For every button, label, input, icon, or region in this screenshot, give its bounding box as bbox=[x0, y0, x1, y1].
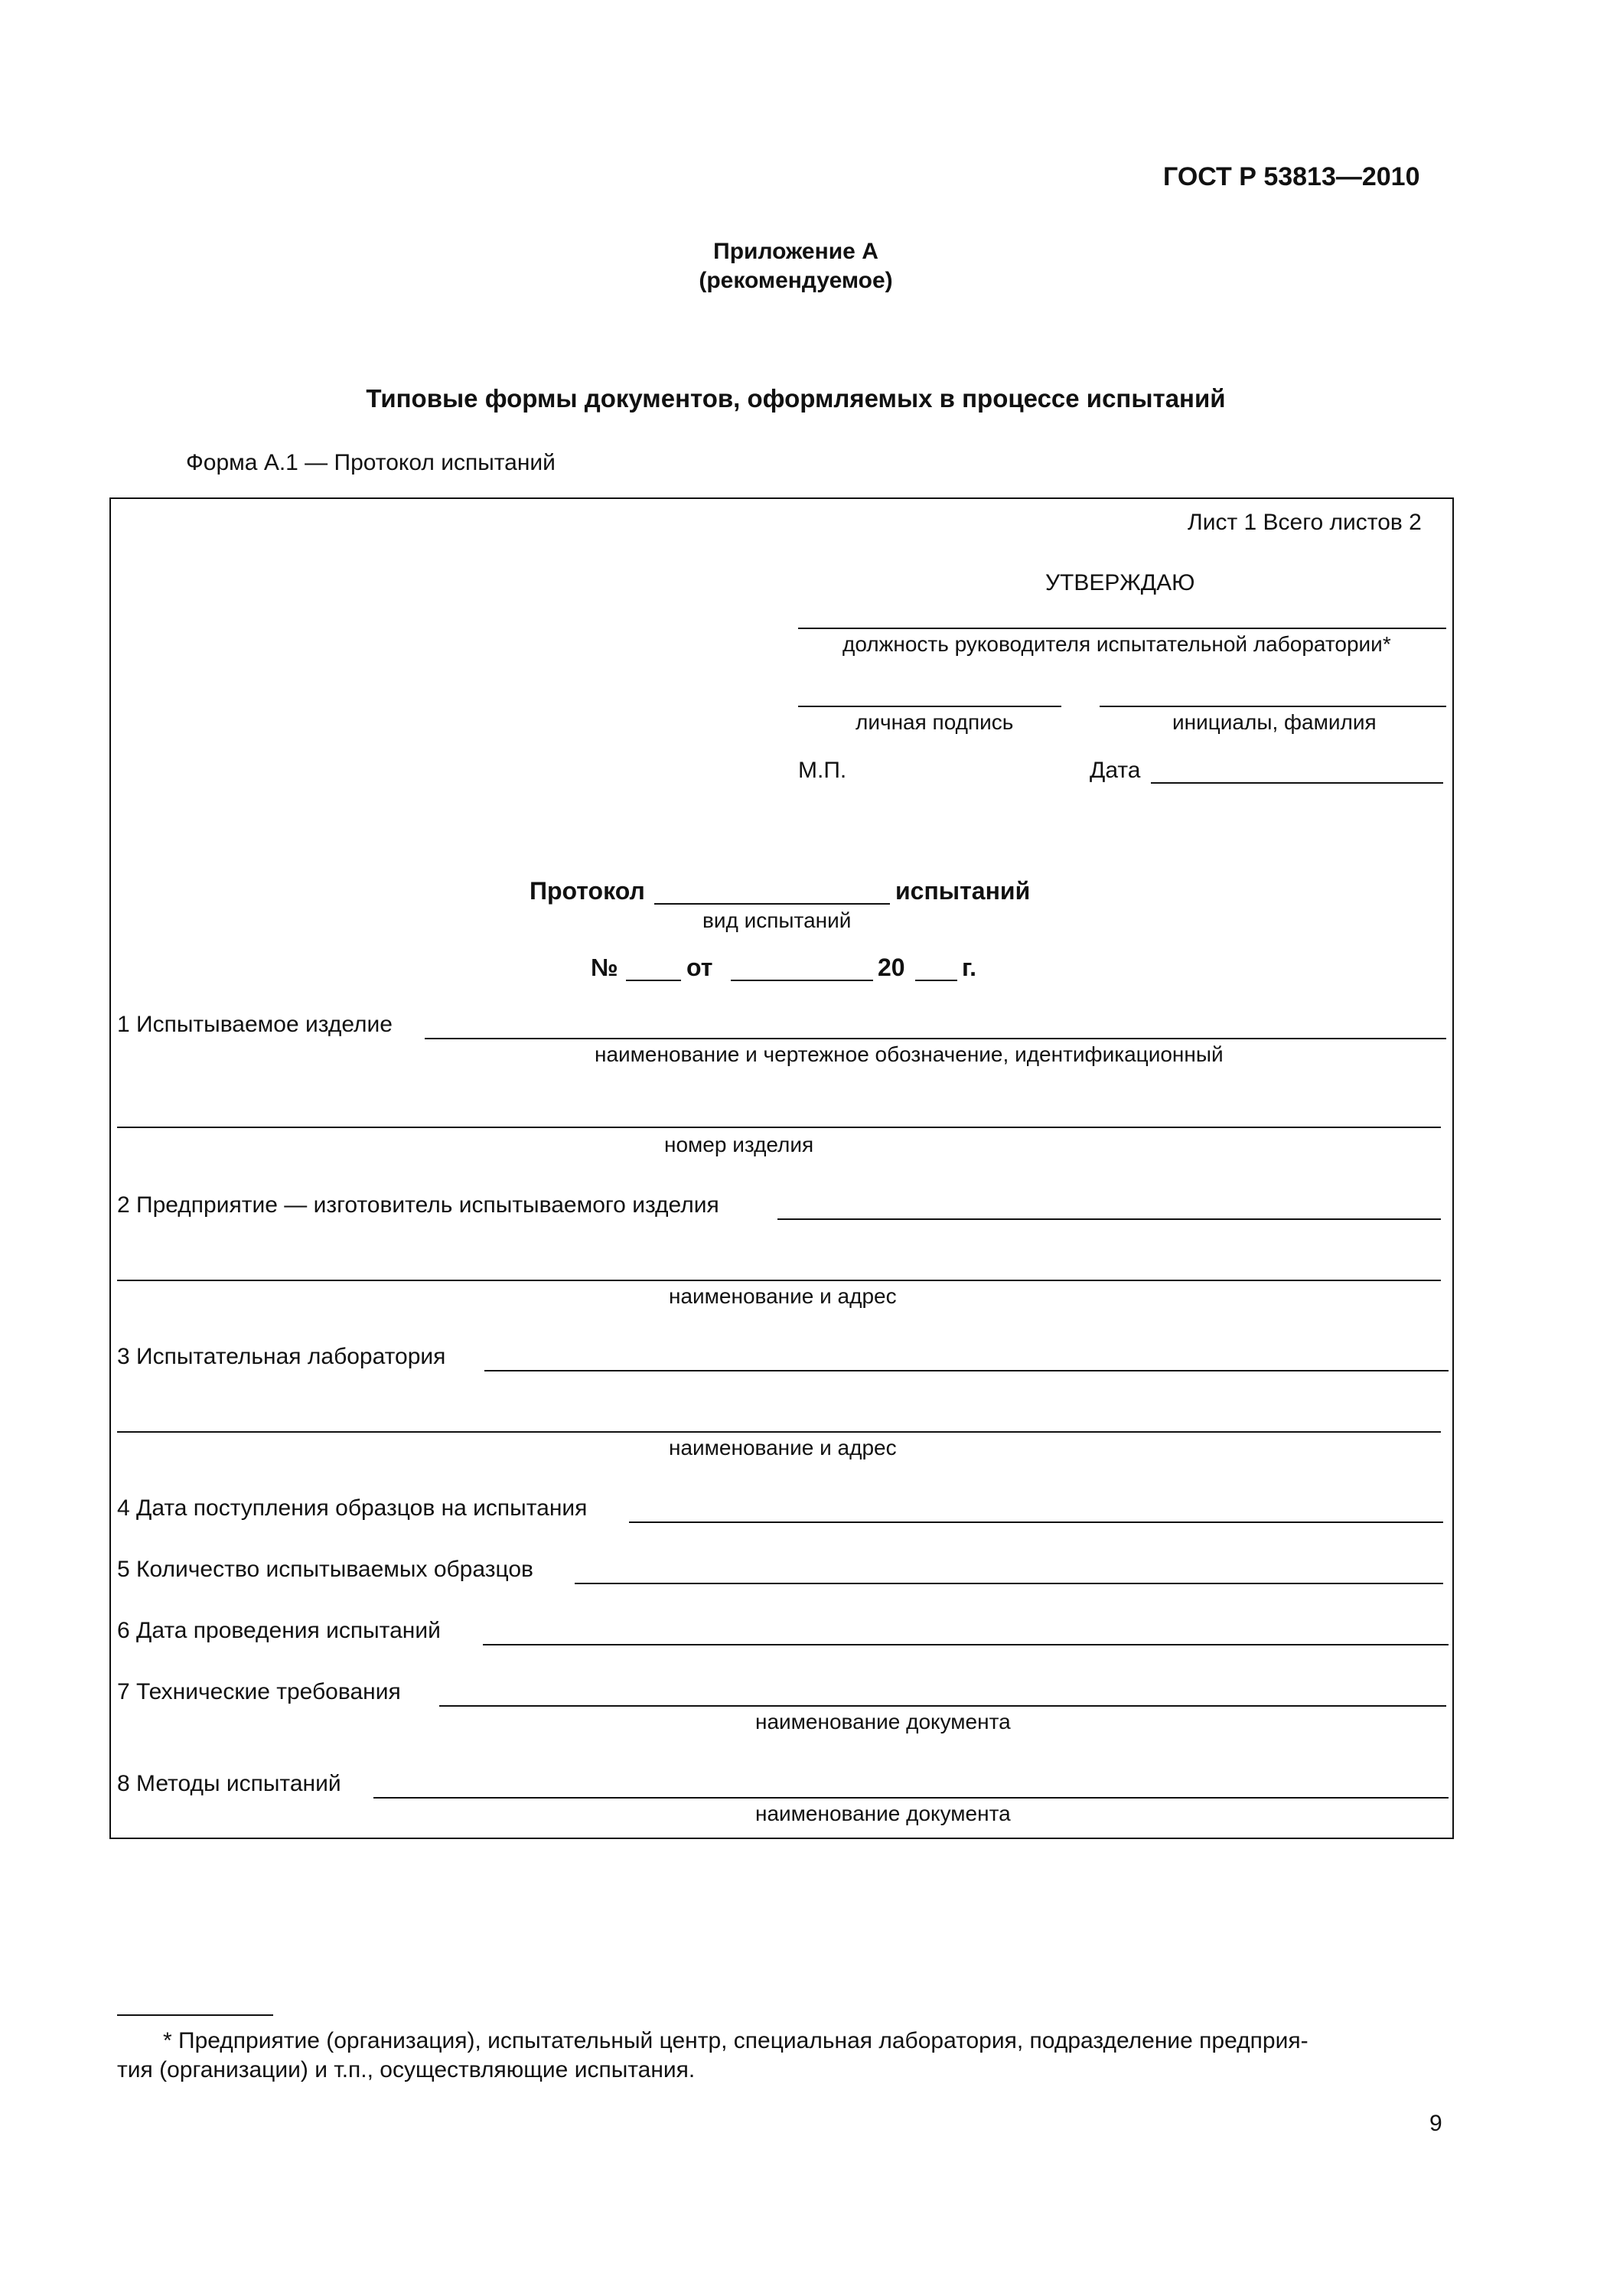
protocol-suffix: испытаний bbox=[895, 877, 1031, 905]
item-1-caption: наименование и чертежное обозначение, идентификационный bbox=[595, 1042, 1224, 1066]
item-7-caption: наименование документа bbox=[755, 1710, 1011, 1733]
form-caption: Форма А.1 — Протокол испытаний bbox=[186, 450, 556, 475]
protocol-label: Протокол bbox=[530, 877, 645, 905]
section-title: Типовые формы документов, оформляемых в процессе испытаний bbox=[366, 384, 1226, 413]
item-3-label: 3 Испытательная лаборатория bbox=[117, 1344, 446, 1369]
item-4-label: 4 Дата поступления образцов на испытания bbox=[117, 1495, 588, 1521]
footnote-line-2: тия (организации) и т.п., осуществляющие испытания. bbox=[117, 2057, 696, 2082]
appendix-status: (рекомендуемое) bbox=[699, 268, 893, 293]
item-8-caption: наименование документа bbox=[755, 1802, 1011, 1825]
item-5-field[interactable] bbox=[575, 1583, 1443, 1584]
item-7-label: 7 Технические требования bbox=[117, 1679, 401, 1704]
item-6-field[interactable] bbox=[483, 1644, 1449, 1645]
stamp-label: М.П. bbox=[798, 758, 847, 783]
signature-caption: личная подпись bbox=[855, 710, 1014, 734]
date-line[interactable] bbox=[1151, 782, 1443, 784]
signature-line[interactable] bbox=[798, 706, 1061, 707]
year-prefix: 20 bbox=[878, 954, 905, 981]
item-3-field[interactable] bbox=[484, 1370, 1449, 1371]
item-8-label: 8 Методы испытаний bbox=[117, 1771, 341, 1796]
page-number: 9 bbox=[1429, 2111, 1442, 2136]
test-type-line[interactable] bbox=[654, 903, 890, 905]
date-from-line[interactable] bbox=[731, 980, 873, 981]
position-line[interactable] bbox=[798, 628, 1446, 629]
item-1-field[interactable] bbox=[425, 1038, 1446, 1039]
appendix-title: Приложение А bbox=[713, 239, 878, 264]
approve-label: УТВЕРЖДАЮ bbox=[1045, 570, 1195, 595]
footnote-line-1: * Предприятие (организация), испытательный центр, специальная лаборатория, подразделение предприя- bbox=[163, 2028, 1309, 2053]
item-2-label: 2 Предприятие — изготовитель испытываемого изделия bbox=[117, 1192, 719, 1218]
item-3-caption: наименование и адрес bbox=[669, 1436, 897, 1459]
year-suffix: г. bbox=[962, 954, 977, 981]
standard-number: ГОСТ Р 53813—2010 bbox=[1163, 162, 1420, 191]
name-caption: инициалы, фамилия bbox=[1172, 710, 1377, 734]
position-caption: должность руководителя испытательной лаборатории* bbox=[842, 632, 1391, 656]
item-3-field-2[interactable] bbox=[117, 1431, 1441, 1433]
item-1-field-2[interactable] bbox=[117, 1127, 1441, 1128]
number-sign: № bbox=[591, 954, 618, 981]
item-5-label: 5 Количество испытываемых образцов bbox=[117, 1557, 533, 1582]
year-line[interactable] bbox=[915, 980, 957, 981]
item-6-label: 6 Дата проведения испытаний bbox=[117, 1618, 441, 1643]
item-7-field[interactable] bbox=[439, 1705, 1446, 1707]
item-1-caption-2: номер изделия bbox=[664, 1133, 814, 1156]
item-8-field[interactable] bbox=[373, 1797, 1449, 1799]
footnote-separator bbox=[117, 2014, 273, 2016]
date-label: Дата bbox=[1090, 758, 1141, 783]
item-4-field[interactable] bbox=[629, 1521, 1443, 1523]
number-line[interactable] bbox=[626, 980, 681, 981]
item-2-field[interactable] bbox=[777, 1218, 1441, 1220]
item-1-label: 1 Испытываемое изделие bbox=[117, 1012, 393, 1037]
name-line[interactable] bbox=[1100, 706, 1446, 707]
item-2-caption: наименование и адрес bbox=[669, 1284, 897, 1308]
item-2-field-2[interactable] bbox=[117, 1280, 1441, 1281]
from-label: от bbox=[686, 954, 713, 981]
sheet-info: Лист 1 Всего листов 2 bbox=[1188, 510, 1422, 535]
test-type-caption: вид испытаний bbox=[702, 908, 852, 932]
